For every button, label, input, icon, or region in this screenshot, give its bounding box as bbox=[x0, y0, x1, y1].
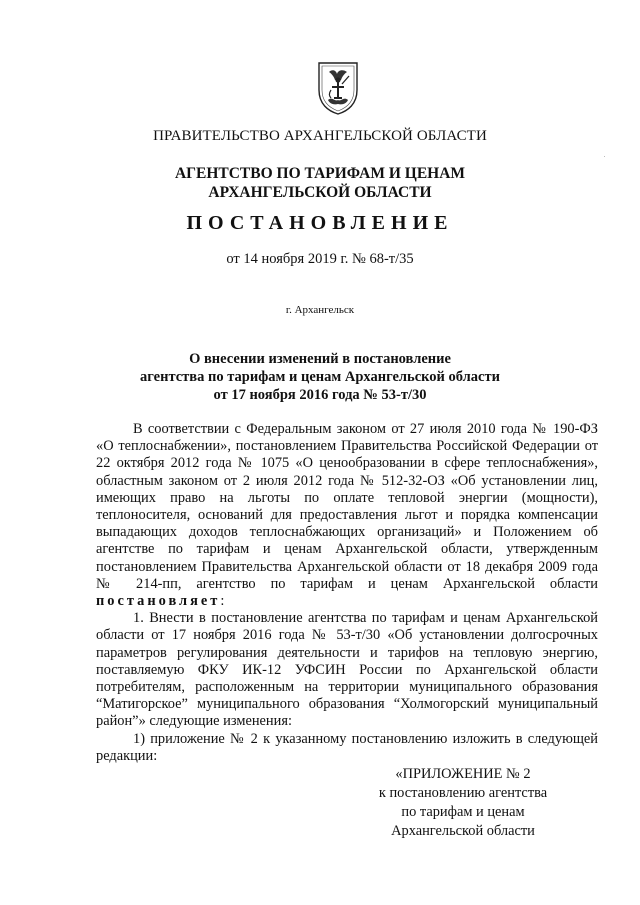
subject-line1: О внесении изменений в постановление bbox=[189, 351, 451, 367]
document-date-number: от 14 ноября 2019 г. № 68-т/35 bbox=[226, 251, 414, 267]
subject-line2: агентства по тарифам и ценам Архангельской области bbox=[140, 369, 500, 385]
appendix-line1: «ПРИЛОЖЕНИЕ № 2 bbox=[395, 766, 531, 782]
appendix-line2: к постановлению агентства bbox=[378, 785, 548, 801]
paragraph-1-text: В соответствии с Федеральным законом от 27 июля 2010 года № 190-ФЗ «О теплоснабжении», постановлением Правительства Российской Федерации от 22 октября 2012 года № 1075 «О ценообразовании в сфере теплоснабжения», областным законом от 2 июля 2012 года № 512-32-ОЗ «Об установлении лиц, имеющих право на льготы по оплате тепловой энергии (мощности), теплоносителя, оснований для предоставления льгот и порядка компенсации выпадающих доходов теплоснабжающих организаций» и Положением об агентстве по тарифам и ценам Архангельской области, утвержденным постановлением Правительства Архангельской области от 18 декабря 2009 года № 214-пп, агентство по тарифам и ценам Архангельской области bbox=[96, 421, 598, 592]
appendix-line3: по тарифам и ценам bbox=[401, 804, 525, 820]
document-subject bbox=[0, 350, 640, 404]
agency-title bbox=[0, 164, 640, 202]
document-body bbox=[96, 421, 598, 765]
appendix-line4: Архангельской области bbox=[391, 823, 535, 839]
document-type: ПОСТАНОВЛЕНИЕ bbox=[186, 212, 454, 234]
body-paragraph-3: 1) приложение № 2 к указанному постановлению изложить в следующей редакции: bbox=[96, 730, 598, 764]
scan-speck bbox=[604, 156, 605, 157]
body-paragraph-2: 1. Внести в постановление агентства по тарифам и ценам Архангельской области от 17 ноября 2016 года № 53-т/30 «Об установлении долгосрочных параметров регулирования деятельности и тарифов на тепловую энергию, поставляемую ФКУ ИК-12 УФСИН России по Архангельской области потребителям, расположенным на территории муниципального образования “Матигорское” муниципального образования “Холмогорский муниципальный район”» следующие изменения: bbox=[96, 610, 598, 730]
document-city: г. Архангельск bbox=[285, 304, 355, 316]
agency-title-line2: АРХАНГЕЛЬСКОЙ ОБЛАСТИ bbox=[208, 184, 432, 201]
coat-of-arms-icon bbox=[316, 60, 360, 116]
subject-line3: от 17 ноября 2016 года № 53-т/30 bbox=[213, 387, 427, 403]
decree-verb: постановляет bbox=[96, 593, 221, 610]
body-paragraph-1 bbox=[96, 421, 598, 610]
appendix-header bbox=[348, 765, 578, 841]
government-title: ПРАВИТЕЛЬСТВО АРХАНГЕЛЬСКОЙ ОБЛАСТИ bbox=[153, 128, 487, 144]
paragraph-1-end: : bbox=[220, 593, 225, 610]
agency-title-line1: АГЕНТСТВО ПО ТАРИФАМ И ЦЕНАМ bbox=[174, 165, 466, 182]
